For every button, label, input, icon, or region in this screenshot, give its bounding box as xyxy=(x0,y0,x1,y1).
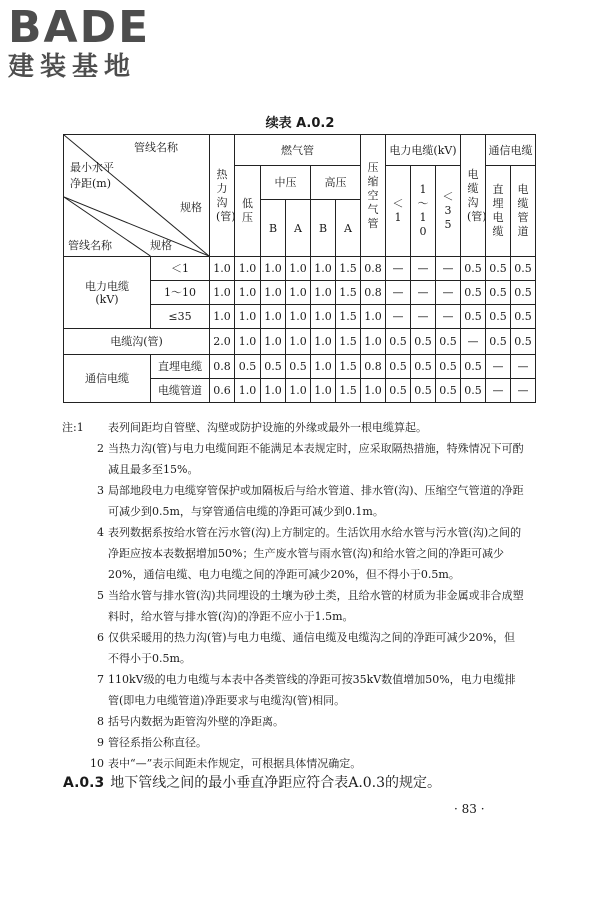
cell: — xyxy=(386,281,411,305)
cell: 1.5 xyxy=(336,329,361,355)
note-item: 3 局部地段电力电缆穿管保护或加隔板后与给水管道、排水管(沟)、压缩空气管道的净距可减少到0.5m，与穿管通信电缆的净距可减少到0.1m。 xyxy=(97,484,524,518)
cell: — xyxy=(411,305,436,329)
cell: 0.5 xyxy=(411,379,436,403)
cell: 1.0 xyxy=(261,305,286,329)
cell: 0.5 xyxy=(411,355,436,379)
header-gas-low: 低压 xyxy=(235,166,261,257)
cell: 1.0 xyxy=(261,379,286,403)
cell: 0.5 xyxy=(486,329,511,355)
logo-subtitle: 建装基地 xyxy=(8,52,137,82)
note-item: 5 当给水管与排水管(沟)共同埋设的土壤为砂土类，且给水管的材质为非金属或非合成塑料时，给水管与排水管(沟)的净距不应小于1.5m。 xyxy=(97,589,524,623)
cell: 1.0 xyxy=(210,305,235,329)
row-spec: 1～10 xyxy=(151,281,210,305)
cell: 1.0 xyxy=(311,355,336,379)
cell: 0.5 xyxy=(486,305,511,329)
cell: 0.5 xyxy=(511,281,536,305)
header-power-lt35: ＜35 xyxy=(436,166,461,257)
row-spec: 直埋电缆 xyxy=(151,355,210,379)
header-heat: 热力沟(管) xyxy=(210,135,235,257)
note-item: 7 110kV级的电力电缆与本表中各类管线的净距可按35kV数值增加50%，电力电缆排管(即电力电缆管道)净距要求与电缆沟(管)相同。 xyxy=(97,673,516,707)
header-comm-buried: 直埋电缆 xyxy=(486,166,511,257)
cell: 1.0 xyxy=(286,329,311,355)
cell: 1.5 xyxy=(336,305,361,329)
cell: 1.0 xyxy=(235,379,261,403)
corner-label-min: 最小水平 xyxy=(70,161,114,174)
cell: 1.0 xyxy=(311,329,336,355)
cell: — xyxy=(436,257,461,281)
cell: 0.5 xyxy=(461,379,486,403)
cell: 1.0 xyxy=(361,305,386,329)
cell: 0.8 xyxy=(361,257,386,281)
cell: 1.0 xyxy=(286,281,311,305)
row-spec: 电缆管道 xyxy=(151,379,210,403)
logo-wordmark: BADE xyxy=(8,2,151,53)
cell: 0.5 xyxy=(436,379,461,403)
cell: — xyxy=(461,329,486,355)
cell: 0.5 xyxy=(461,281,486,305)
cell: 0.8 xyxy=(361,355,386,379)
cell: — xyxy=(411,257,436,281)
cell: 0.8 xyxy=(210,355,235,379)
cell: 0.5 xyxy=(511,257,536,281)
row-spec: ＜1 xyxy=(151,257,210,281)
header-power-1-10: 1 ～ 10 xyxy=(411,166,436,257)
cell: 1.0 xyxy=(286,257,311,281)
cell: 1.0 xyxy=(261,281,286,305)
note-item: 注:1 表列间距均自管壁、沟壁或防护设施的外缘或最外一根电缆算起。 xyxy=(62,421,427,434)
cell: 1.0 xyxy=(261,257,286,281)
cell: 0.5 xyxy=(386,329,411,355)
cell: 1.5 xyxy=(336,257,361,281)
cell: 0.5 xyxy=(461,355,486,379)
note-item: 9 管径系指公称直径。 xyxy=(97,736,207,749)
header-mid-b: B xyxy=(261,200,286,257)
spacing-table xyxy=(63,134,536,403)
note-item: 6 仅供采暖用的热力沟(管)与电力电缆、通信电缆及电缆沟之间的净距可减少20%，但不得小于0.5m。 xyxy=(97,631,516,665)
header-gas-high: 高压 xyxy=(311,166,361,200)
cell: 1.0 xyxy=(286,379,311,403)
cell: 1.0 xyxy=(361,379,386,403)
cell: 1.0 xyxy=(311,305,336,329)
cell: 0.5 xyxy=(436,329,461,355)
corner-label-dist: 净距(m) xyxy=(70,177,112,190)
cell: 0.5 xyxy=(436,355,461,379)
header-comm: 通信电缆 xyxy=(486,135,536,166)
cell: 0.5 xyxy=(486,257,511,281)
cell: 0.5 xyxy=(261,355,286,379)
cell: 1.0 xyxy=(311,257,336,281)
cell: 0.8 xyxy=(361,281,386,305)
cell: 0.5 xyxy=(486,281,511,305)
corner-label-spec: 规格 xyxy=(180,201,202,214)
header-power-lt1: ＜1 xyxy=(386,166,411,257)
cell: 0.5 xyxy=(511,329,536,355)
header-power: 电力电缆(kV) xyxy=(386,135,461,166)
table-row xyxy=(64,329,536,355)
cell: 0.6 xyxy=(210,379,235,403)
header-gas: 燃气管 xyxy=(235,135,361,166)
header-comm-duct: 电缆管道 xyxy=(511,166,536,257)
cell: 1.5 xyxy=(336,281,361,305)
cell: 1.0 xyxy=(235,257,261,281)
note-item: 2 当热力沟(管)与电力电缆间距不能满足本表规定时，应采取隔热措施，特殊情况下可酌减且最多至15%。 xyxy=(97,442,524,476)
table-row xyxy=(64,257,536,281)
cell: 1.0 xyxy=(210,257,235,281)
cell: — xyxy=(411,281,436,305)
group-comm: 通信电缆 xyxy=(64,355,151,403)
cell: 1.5 xyxy=(336,379,361,403)
cell: 0.5 xyxy=(235,355,261,379)
table-notes xyxy=(62,417,526,774)
cell: 0.5 xyxy=(511,305,536,329)
cell: 1.0 xyxy=(261,329,286,355)
group-power: 电力电缆 (kV) xyxy=(64,257,151,329)
corner-label-name: 管线名称 xyxy=(134,141,178,154)
header-gas-mid: 中压 xyxy=(261,166,311,200)
section-text: 地下管线之间的最小垂直净距应符合表A.0.3的规定。 xyxy=(110,775,442,791)
cell: 1.0 xyxy=(210,281,235,305)
corner-label-name2: 管线名称 xyxy=(68,239,112,252)
cell: 0.5 xyxy=(386,355,411,379)
header-mid-a: A xyxy=(286,200,311,257)
cell: 0.5 xyxy=(411,329,436,355)
cell: 1.0 xyxy=(311,379,336,403)
cell: 1.0 xyxy=(235,281,261,305)
cell: 1.5 xyxy=(336,355,361,379)
section-heading xyxy=(63,772,441,792)
note-item: 8 括号内数据为距管沟外壁的净距离。 xyxy=(97,715,284,728)
cell: — xyxy=(436,305,461,329)
header-air: 压缩空气管 xyxy=(361,135,386,257)
table-row xyxy=(64,355,536,379)
table-caption: 续表 A.0.2 xyxy=(265,116,335,131)
cell: — xyxy=(486,379,511,403)
cell: 1.0 xyxy=(286,305,311,329)
header-high-a: A xyxy=(336,200,361,257)
corner-header-cell xyxy=(64,135,210,257)
cell: 0.5 xyxy=(286,355,311,379)
cell: 0.5 xyxy=(461,305,486,329)
section-number: A.0.3 xyxy=(63,775,105,791)
cell: 2.0 xyxy=(210,329,235,355)
cell: 1.0 xyxy=(311,281,336,305)
cell: — xyxy=(386,257,411,281)
cell: 1.0 xyxy=(361,329,386,355)
cell: — xyxy=(436,281,461,305)
group-trench: 电缆沟(管) xyxy=(64,329,210,355)
cell: 1.0 xyxy=(235,329,261,355)
cell: — xyxy=(486,355,511,379)
note-item: 10 表中“—”表示间距未作规定，可根据具体情况确定。 xyxy=(90,757,362,770)
cell: 1.0 xyxy=(235,305,261,329)
cell: — xyxy=(511,355,536,379)
header-trench: 电缆沟(管) xyxy=(461,135,486,257)
cell: 0.5 xyxy=(461,257,486,281)
note-item: 4 表列数据系按给水管在污水管(沟)上方制定的。生活饮用水给水管与污水管(沟)之间的净距应按本表数据增加50%；生产废水管与雨水管(沟)和给水管之间的净距可减少20%，通信电缆、电力电缆之间的净距可减少20%，但不得小于0.5m。 xyxy=(97,526,522,581)
page-number: · 83 · xyxy=(454,802,485,816)
header-high-b: B xyxy=(311,200,336,257)
cell: — xyxy=(386,305,411,329)
corner-label-spec2: 规格 xyxy=(150,239,172,252)
row-spec: ≤35 xyxy=(151,305,210,329)
cell: — xyxy=(511,379,536,403)
cell: 0.5 xyxy=(386,379,411,403)
brand-logo xyxy=(8,2,188,82)
